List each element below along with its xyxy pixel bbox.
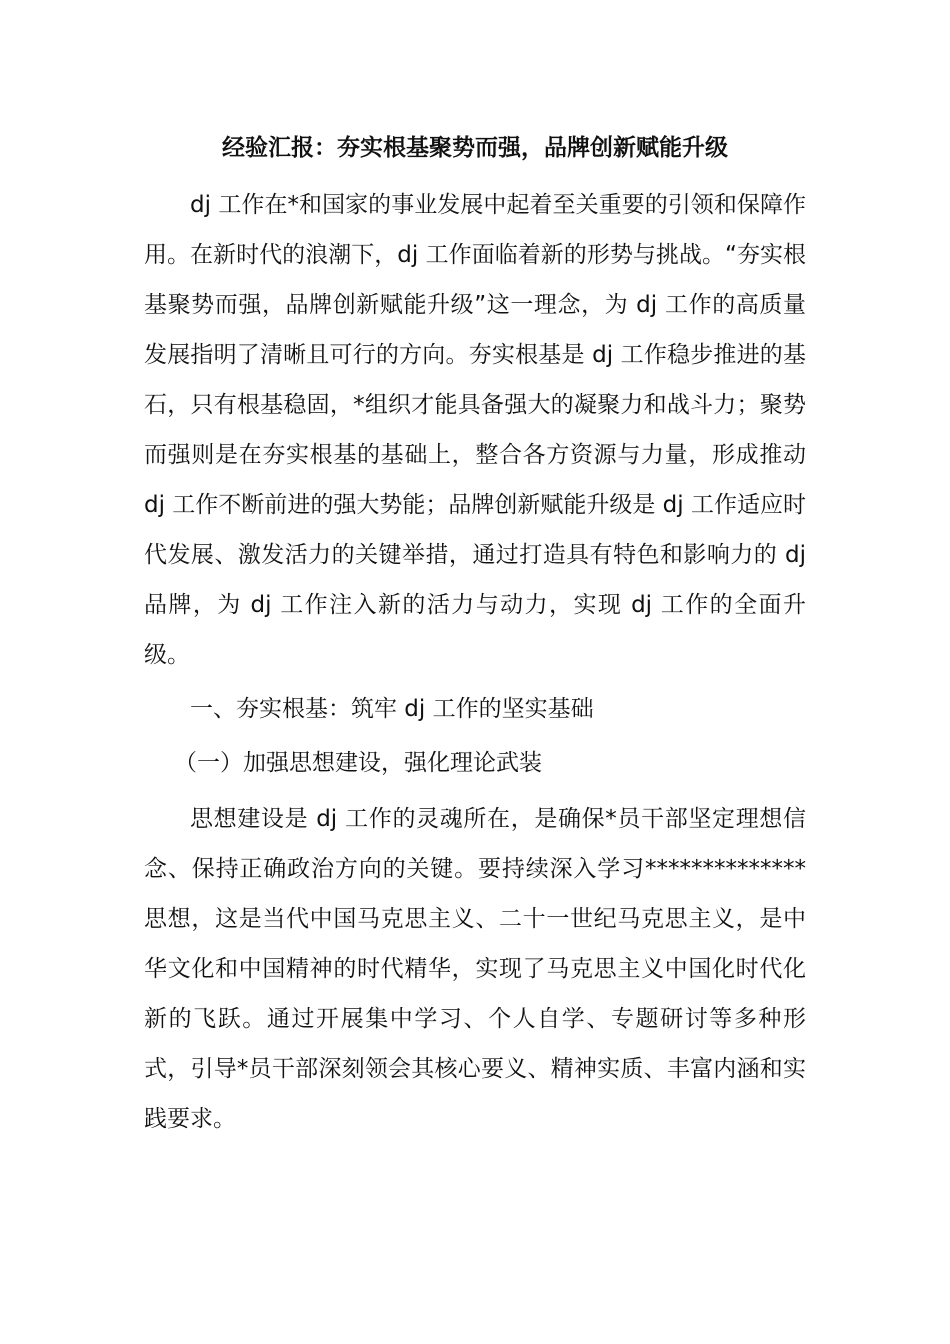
document-body <box>144 128 806 1144</box>
subsection-paragraph: 思想建设是 dj 工作的灵魂所在，是确保*员干部坚定理想信念、保持正确政治方向的关键。要持续深入学习**************思想，这是当代中国马克思主义、二十一世纪马克思主义，是中华文化和中国精神的时代精华，实现了马克思主义中国化时代化新的飞跃。通过开展集中学习、个人自学、专题研讨等多种形式，引导*员干部深刻领会其核心要义、精神实质、丰富内涵和实践要求。 <box>144 806 806 1132</box>
section-heading: 一、夯实根基：筑牢 dj 工作的坚实基础 <box>190 696 594 722</box>
subsection-heading: （一）加强思想建设，强化理论武装 <box>174 750 542 776</box>
document-title: 经验汇报：夯实根基聚势而强，品牌创新赋能升级 <box>222 135 728 161</box>
intro-paragraph: dj 工作在*和国家的事业发展中起着至关重要的引领和保障作用。在新时代的浪潮下，dj 工作面临着新的形势与挑战。“夯实根基聚势而强，品牌创新赋能升级”这一理念，为 dj 工作的高质量发展指明了清晰且可行的方向。夯实根基是 dj 工作稳步推进的基石，只有根基稳固，*组织才能具备强大的凝聚力和战斗力；聚势而强则是在夯实根基的基础上，整合各方资源与力量，形成推动 dj 工作不断前进的强大势能；品牌创新赋能升级是 dj 工作适应时代发展、激发活力的关键举措，通过打造具有特色和影响力的 dj 品牌，为 dj 工作注入新的活力与动力，实现 dj 工作的全面升级。 <box>144 192 806 668</box>
